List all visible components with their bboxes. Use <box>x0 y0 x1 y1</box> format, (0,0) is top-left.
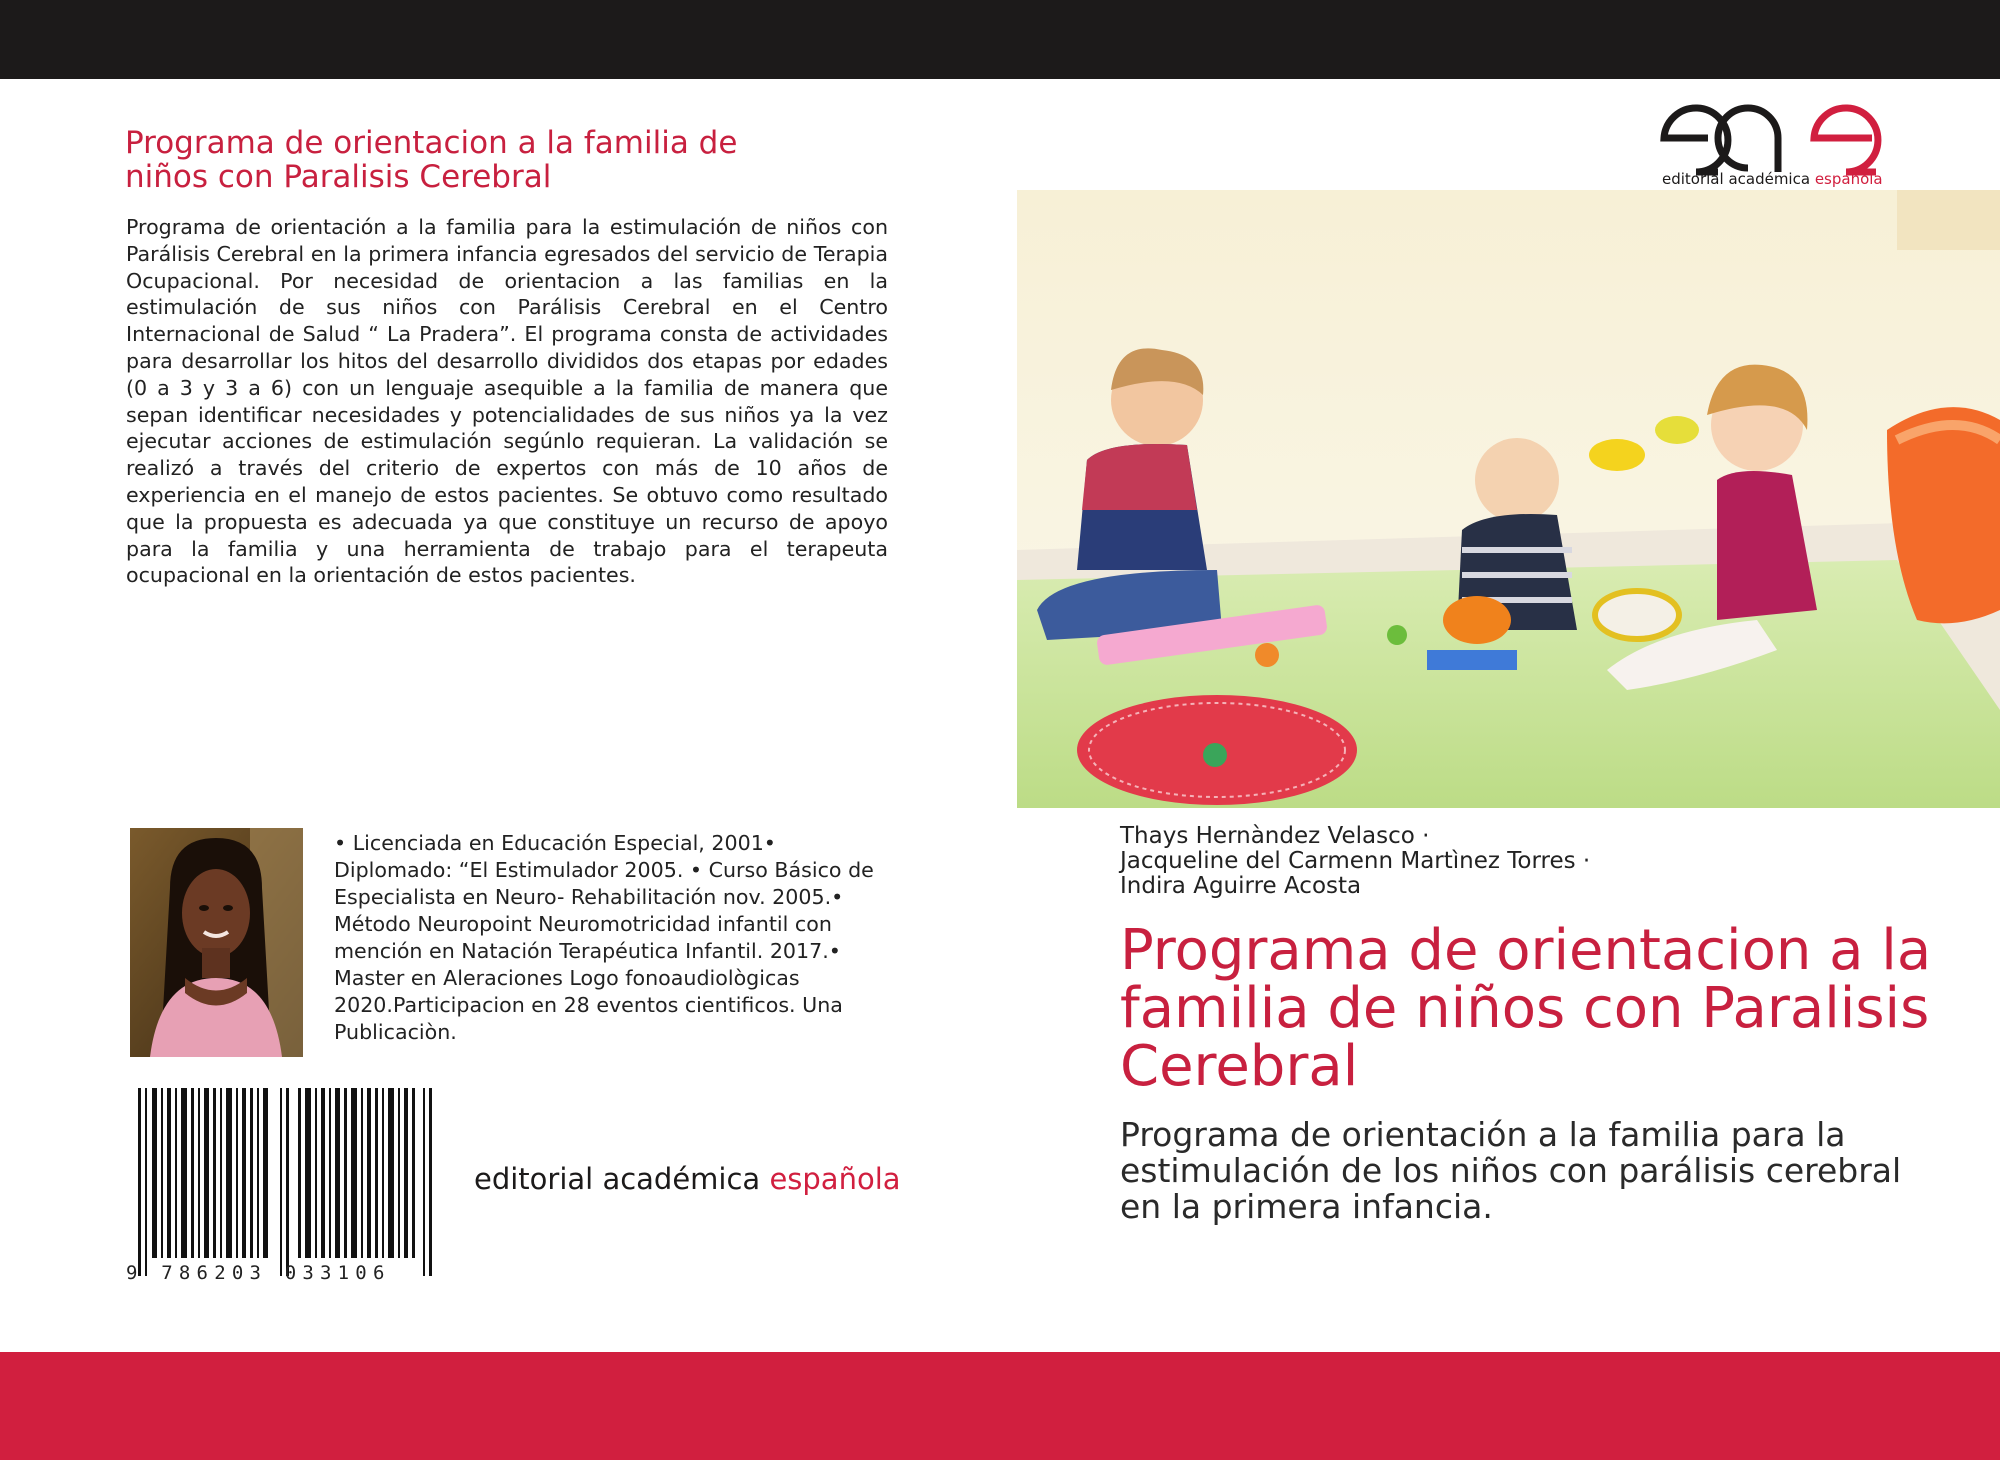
back-cover-title: Programa de orientacion a la familia de niños con Paralisis Cerebral <box>125 125 738 195</box>
top-dark-band <box>0 0 2000 79</box>
isbn-digits: 9 786203 033106 <box>126 1262 391 1284</box>
publisher-name-main: editorial académica <box>474 1162 770 1196</box>
front-cover-subtitle: Programa de orientación a la familia para la estimulación de los niños con parálisis cerebral en la primera infancia. <box>1120 1115 1902 1226</box>
author-name: Thays Hernàndez Velasco · <box>1120 823 1430 849</box>
publisher-name <box>474 1162 901 1196</box>
logo-text <box>1662 170 1883 188</box>
logo-text-main: editorial académica <box>1662 170 1815 188</box>
publisher-name-accent: española <box>769 1162 901 1196</box>
author-photo <box>130 828 303 1057</box>
back-cover-blurb: Programa de orientación a la familia para la estimulación de niños con Parálisis Cerebral en la primera infancia egresados del servicio de Terapia Ocupacional. Por necesidad de orientacion a las familias en la estimulación de sus niños con Parálisis Cerebral en el Centro Internacional de Salud “ La Pradera”. El programa consta de actividades para desarrollar los hitos del desarrollo divididos dos etapas por edades (0 a 3 y 3 a 6) con un lenguaje asequible a la familia de manera que sepan identificar necesidades y potencialidades de sus niños ya la vez ejecutar acciones de estimulación segúnlo requieran. La validación se realizó a través del criterio de expertos con más de 10 años de experiencia en el manejo de estos pacientes. Se obtuvo como resultado que la propuesta es adecuada ya que constituye un recurso de apoyo para la familia y una herramienta de trabajo para el terapeuta ocupacional en la orientación de estos pacientes. <box>126 215 888 588</box>
cover-photo <box>1017 190 2000 808</box>
author-name: Jacqueline del Carmenn Martìnez Torres · <box>1120 848 1591 874</box>
author-list <box>1120 824 1980 899</box>
author-bio: • Licenciada en Educación Especial, 2001• Diplomado: “El Estimulador 2005. • Curso Básico de Especialista en Neuro- Rehabilitación nov. 2005.• Método Neuropoint Neuromotricidad infantil con mención en Natación Terapéutica Infantil. 2017.• Master en Aleraciones Logo fonoaudiològicas 2020.Participacion en 28 eventos cientificos. Una Publicaciòn. <box>334 831 874 1044</box>
front-cover-title: Programa de orientacion a la familia de niños con Paralisis Cerebral <box>1120 918 1932 1099</box>
bottom-red-band <box>0 1352 2000 1460</box>
logo-text-accent: española <box>1814 170 1883 188</box>
barcode <box>128 1088 458 1288</box>
author-name: Indira Aguirre Acosta <box>1120 873 1362 899</box>
